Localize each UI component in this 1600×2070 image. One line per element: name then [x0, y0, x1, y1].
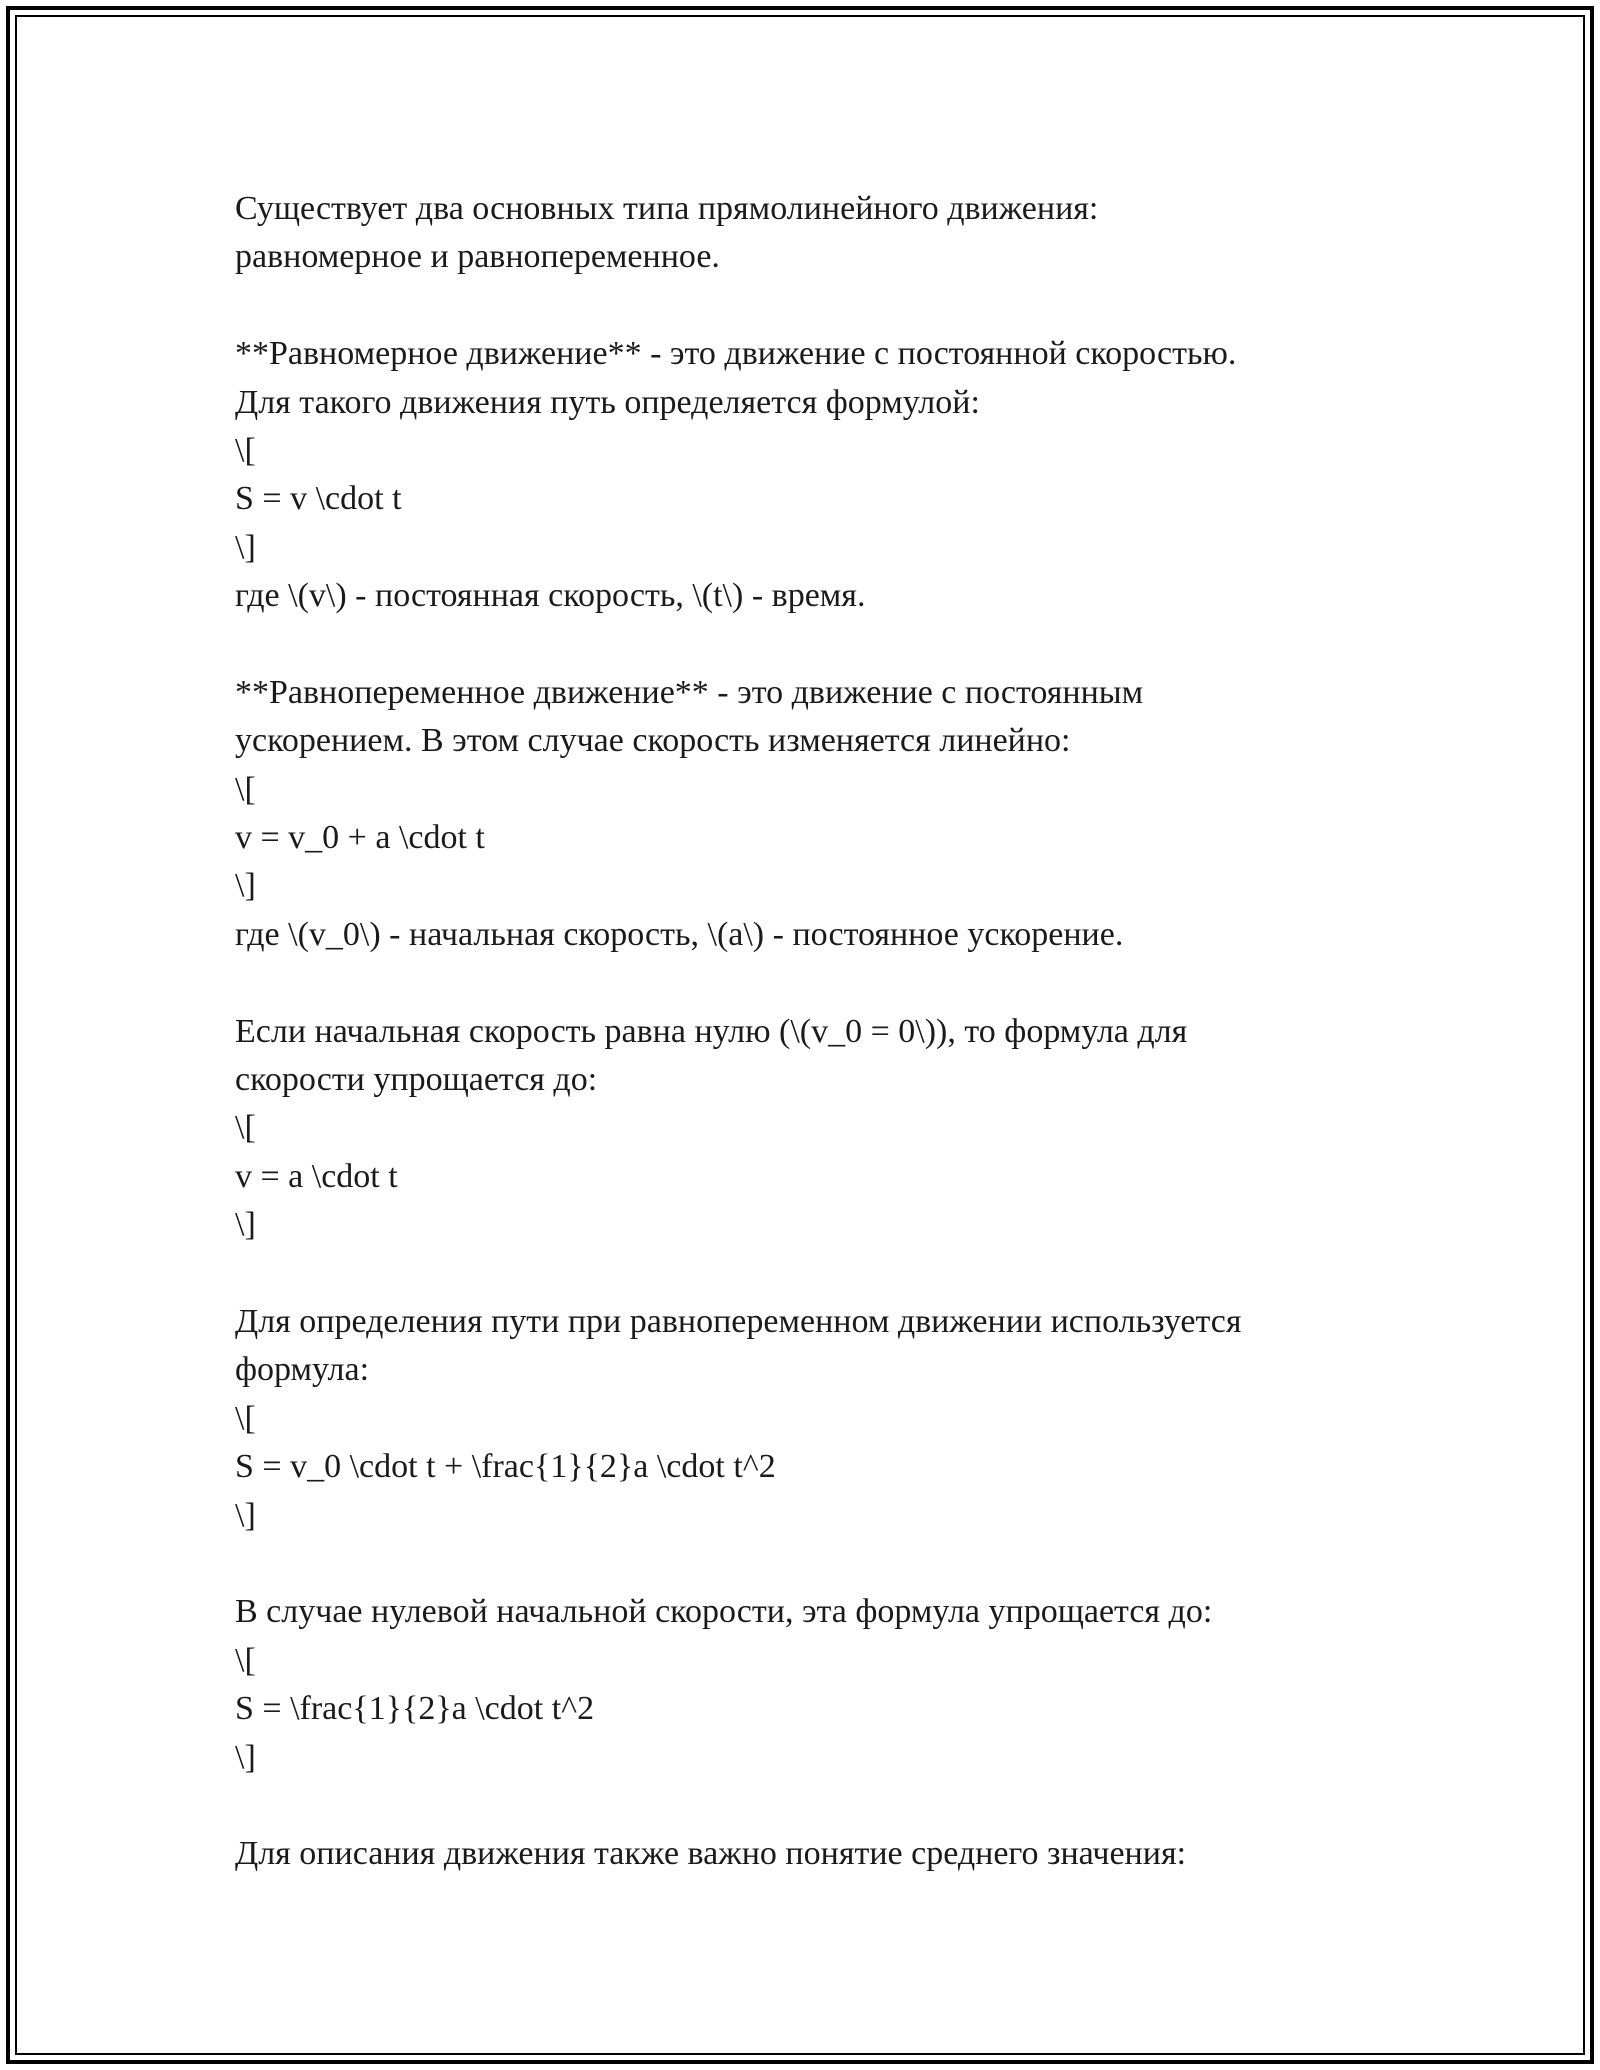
- formula-close: \]: [235, 528, 256, 566]
- formula-close: \]: [235, 867, 256, 905]
- text-line: скорости упрощается до:: [235, 1061, 598, 1099]
- formula-line: v = v_0 + a \cdot t: [235, 819, 485, 857]
- text-line: ускорением. В этом случае скорость изменяется линейно:: [235, 722, 1071, 760]
- text-line: где \(v\) - постоянная скорость, \(t\) - время.: [235, 577, 866, 615]
- formula-close: \]: [235, 1496, 256, 1534]
- blank-line: [235, 1540, 1385, 1588]
- text-line: Для такого движения путь определяется формулой:: [235, 383, 980, 421]
- formula-line: S = v \cdot t: [235, 480, 402, 518]
- formula-line: v = a \cdot t: [235, 1157, 398, 1195]
- blank-line: [235, 282, 1385, 330]
- formula-close: \]: [235, 1738, 256, 1776]
- text-line: Для определения пути при равнопеременном движении используется: [235, 1302, 1242, 1340]
- formula-line: S = v_0 \cdot t + \frac{1}{2}a \cdot t^2: [235, 1448, 776, 1486]
- formula-open: \[: [235, 770, 256, 808]
- formula-close: \]: [235, 1206, 256, 1244]
- blank-line: [235, 1250, 1385, 1298]
- formula-line: S = \frac{1}{2}a \cdot t^2: [235, 1690, 595, 1728]
- blank-line: [235, 959, 1385, 1007]
- text-line: **Равнопеременное движение** - это движение с постоянным: [235, 673, 1144, 711]
- text-line: где \(v_0\) - начальная скорость, \(a\) - постоянное ускорение.: [235, 915, 1124, 953]
- text-line: Если начальная скорость равна нулю (\(v_0 = 0\)), то формула для: [235, 1012, 1188, 1050]
- text-line: равномерное и равнопеременное.: [235, 238, 720, 276]
- text-line: **Равномерное движение** - это движение с постоянной скоростью.: [235, 335, 1237, 373]
- blank-line: [235, 1782, 1385, 1830]
- formula-open: \[: [235, 1641, 256, 1679]
- text-line: формула:: [235, 1351, 370, 1389]
- formula-open: \[: [235, 1399, 256, 1437]
- formula-open: \[: [235, 431, 256, 469]
- text-line: Существует два основных типа прямолинейного движения:: [235, 190, 1099, 227]
- document-text: [235, 185, 1385, 1879]
- text-line: Для описания движения также важно понятие среднего значения:: [235, 1835, 1187, 1873]
- text-line: В случае нулевой начальной скорости, эта формула упрощается до:: [235, 1593, 1213, 1631]
- formula-open: \[: [235, 1109, 256, 1147]
- blank-line: [235, 621, 1385, 669]
